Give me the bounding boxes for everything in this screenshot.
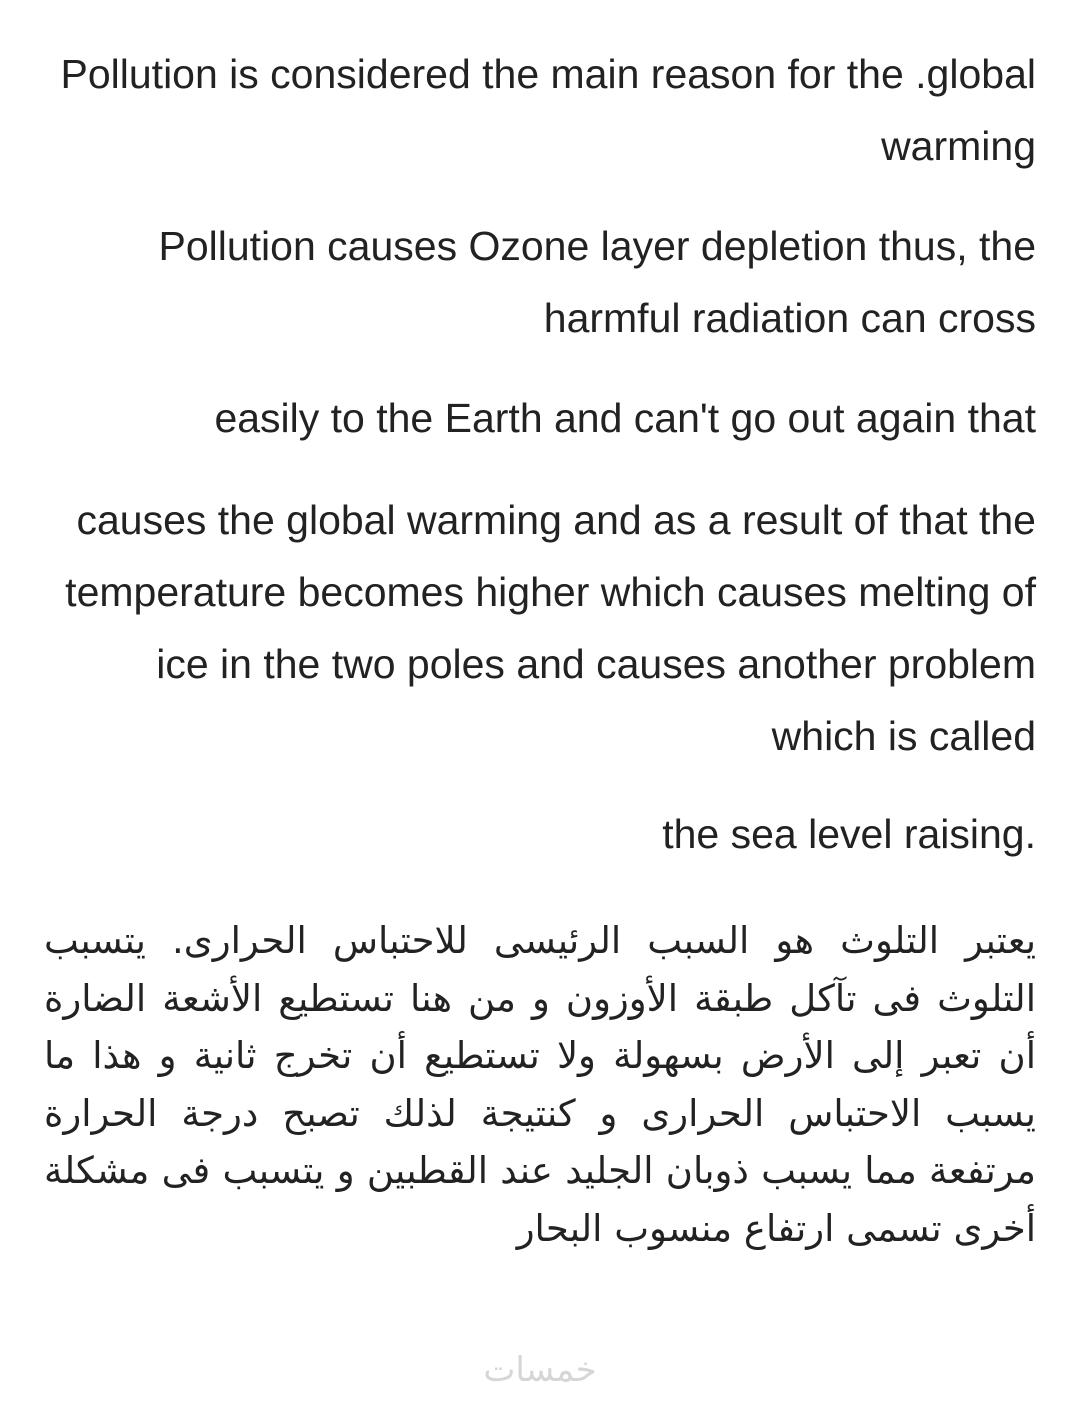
watermark-logo: خمسات bbox=[483, 1350, 597, 1390]
arabic-paragraph: يعتبر التلوث هو السبب الرئيسى للاحتباس الحرارى. يتسبب التلوث فى تآكل طبقة الأوزون و من هنا تستطيع الأشعة الضارة أن تعبر إلى الأرض بسهولة ولا تستطيع أن تخرج ثانية و هذا ما يسبب الاحتباس الحرارى و كنتيجة لذلك تصبح درجة الحرارة مرتفعة مما يسبب ذوبان الجليد عند القطبين و يتسبب فى مشكلة أخرى تسمى ارتفاع منسوب البحار bbox=[44, 919, 1036, 1250]
english-paragraph-5: the sea level raising. bbox=[662, 811, 1036, 857]
english-paragraph-3: easily to the Earth and can't go out again that bbox=[214, 395, 1036, 441]
english-paragraph-4: causes the global warming and as a result of that the temperature becomes higher which causes melting of ice in the two poles and causes another problem which is called bbox=[65, 497, 1036, 759]
english-paragraph-1: Pollution is considered the main reason for the .global warming bbox=[60, 51, 1036, 169]
english-paragraph-2: Pollution causes Ozone layer depletion thus, the harmful radiation can cross bbox=[158, 223, 1036, 341]
